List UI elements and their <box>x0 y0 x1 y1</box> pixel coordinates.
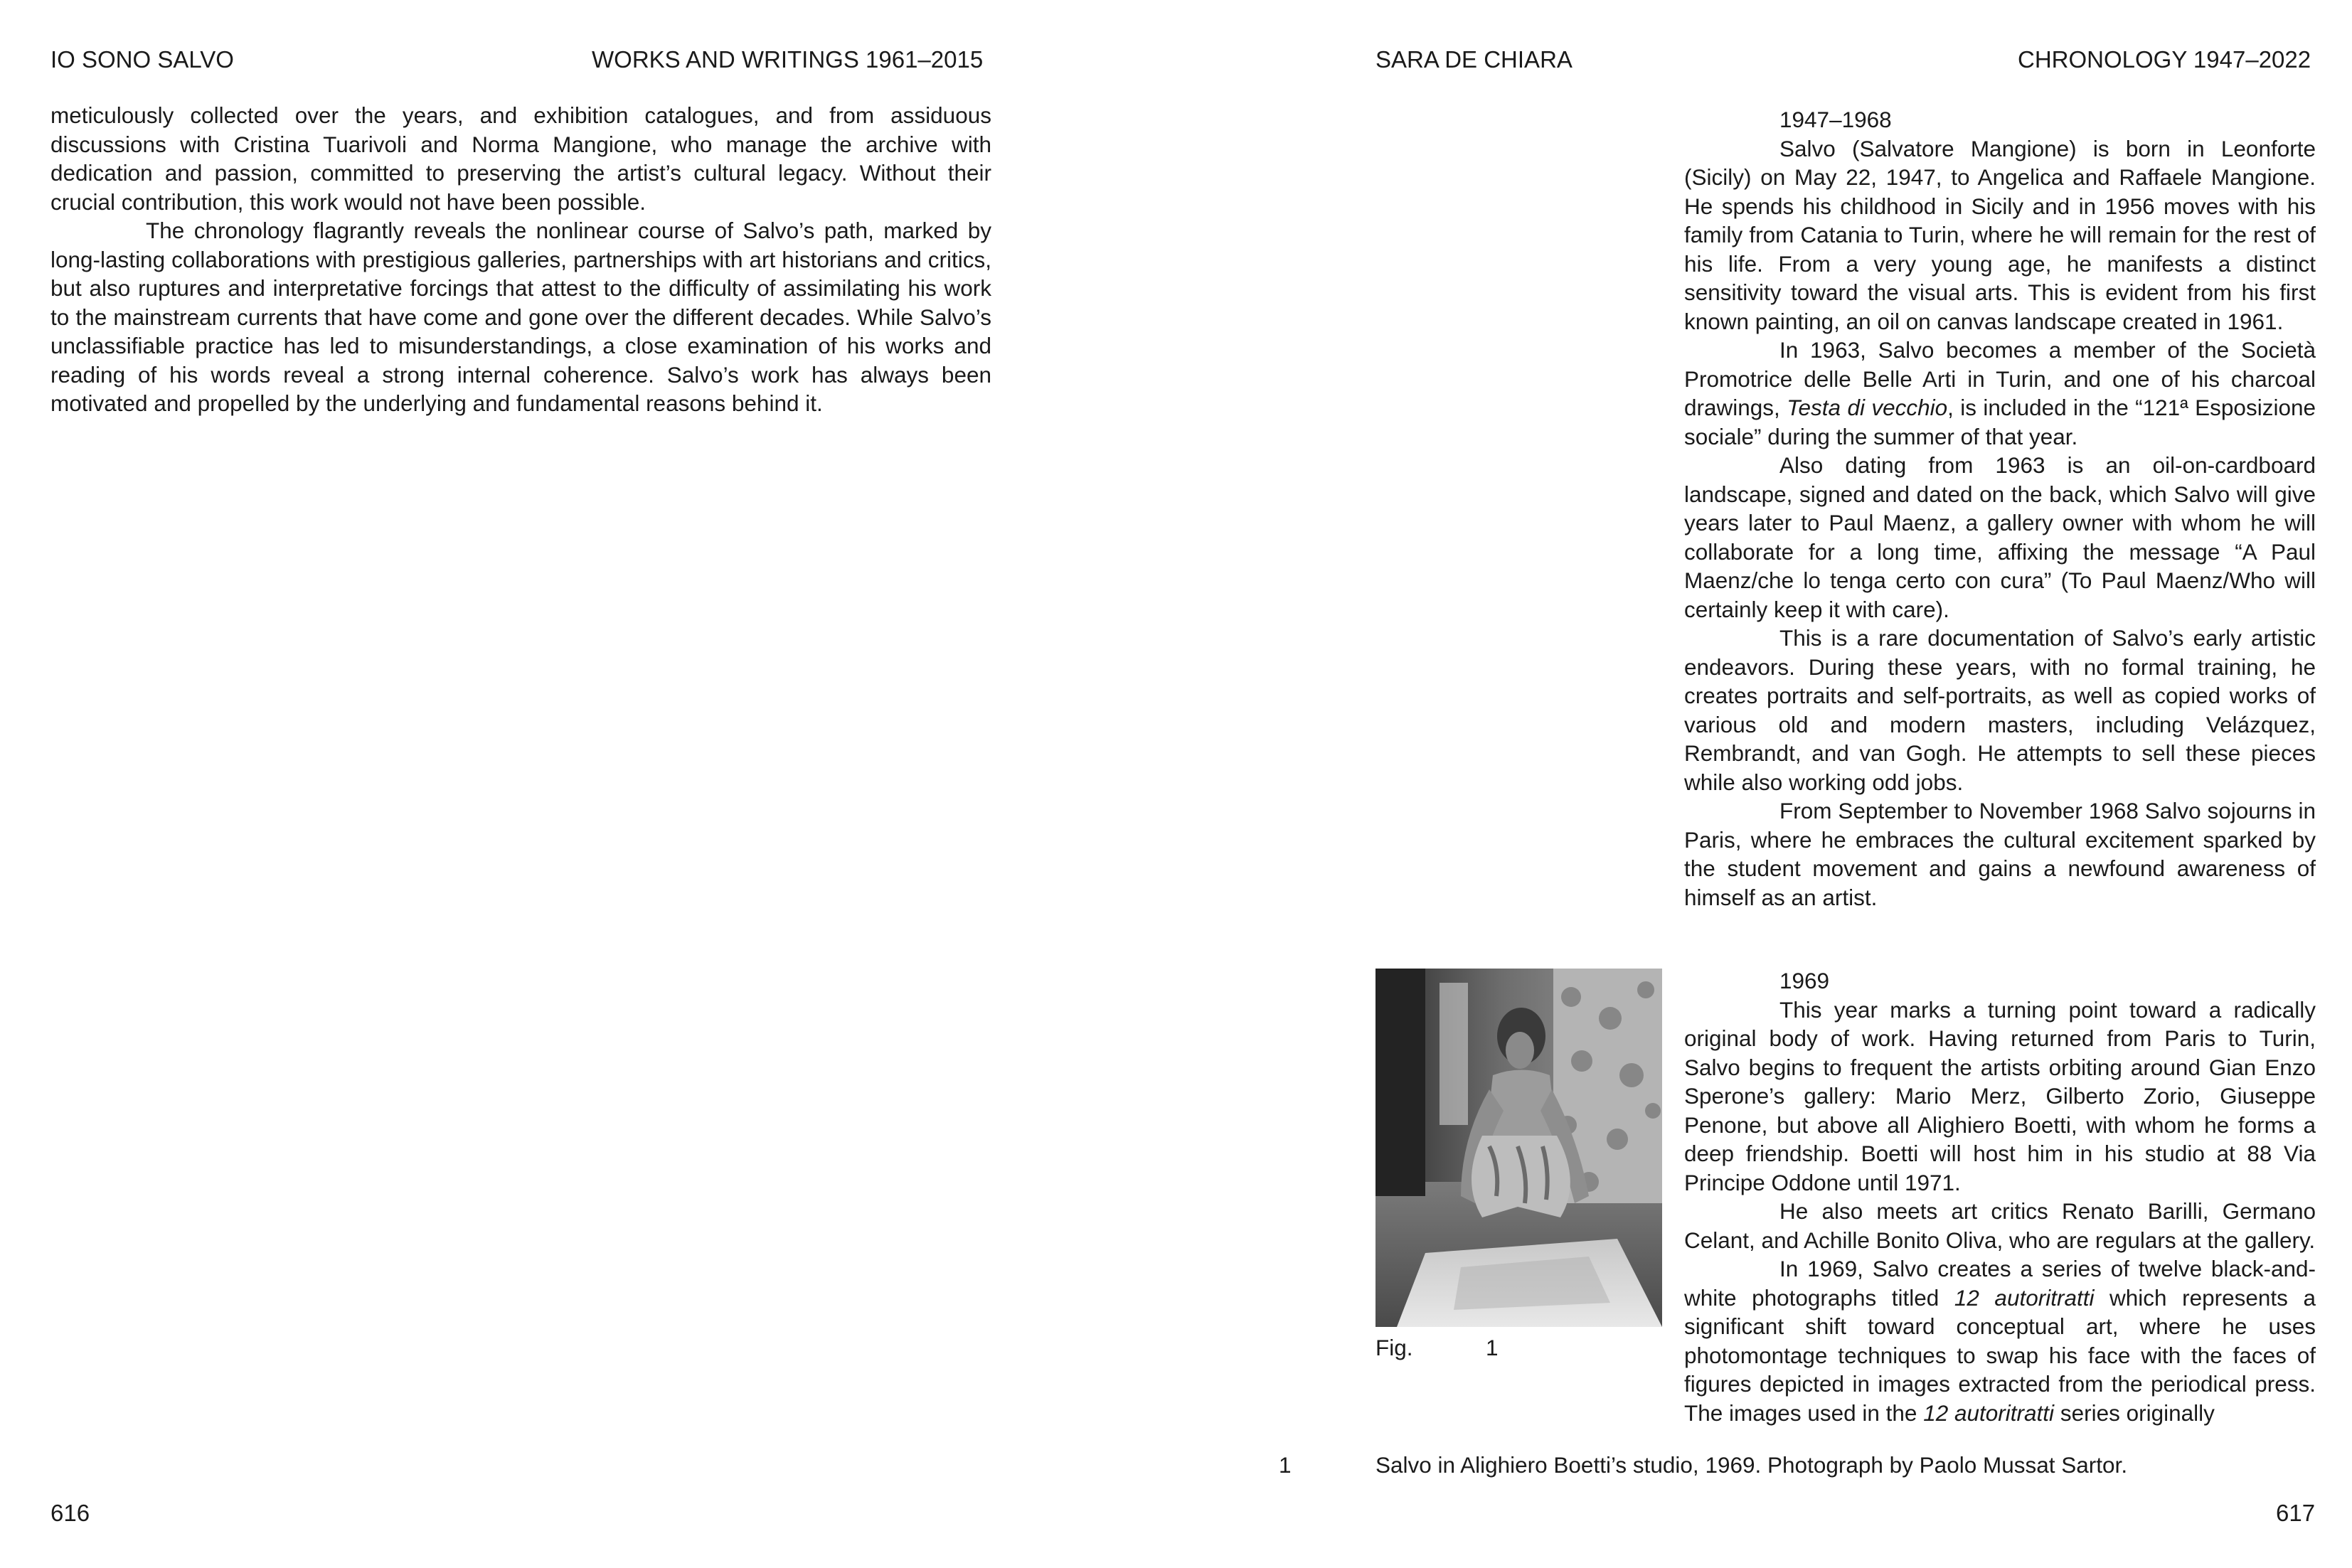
chronology-section-1969 <box>1684 966 2316 1427</box>
right-running-header-section: CHRONOLOGY 1947–2022 <box>2018 46 2311 73</box>
text-run: which represents a significant shift toward conceptual art, where he uses photomontage techniques to swap his face with the faces of figures depicted in images extracted from the periodical press. The images used in the <box>1684 1284 2316 1426</box>
right-running-header-author: SARA DE CHIARA <box>1375 46 1573 73</box>
figure-number: 1 <box>1486 1335 1499 1360</box>
chronology-paragraph: This is a rare documentation of Salvo’s early artistic endeavors. During these years, with no formal training, he creates portraits and self-portraits, as well as copied works of various old and modern masters, including Velázquez, Rembrandt, and van Gogh. He attempts to sell these pieces while also working odd jobs. <box>1684 625 2316 795</box>
chronology-paragraph: He also meets art critics Renato Barilli, Germano Celant, and Achille Bonito Oliva, who are regulars at the gallery. <box>1684 1198 2316 1253</box>
left-page-number: 616 <box>50 1500 90 1526</box>
artwork-title: 12 autoritratti <box>1954 1284 2095 1311</box>
chronology-paragraph: From September to November 1968 Salvo sojourns in Paris, where he embraces the cultural excitement sparked by the student movement and gains a newfound awareness of himself as an artist. <box>1684 798 2316 910</box>
figure-label: Fig. <box>1375 1335 1413 1360</box>
text-run: series originally <box>2054 1399 2215 1426</box>
year-heading: 1947–1968 <box>1779 107 1892 132</box>
artwork-title: Testa di vecchio <box>1787 395 1948 420</box>
artwork-title: 12 autoritratti <box>1923 1399 2055 1426</box>
photo-salvo-in-studio <box>1375 969 1662 1327</box>
chronology-section-1947-1968 <box>1684 105 2316 912</box>
figure-caption: Salvo in Alighiero Boetti’s studio, 1969. Photograph by Paolo Mussat Sartor. <box>1375 1452 2128 1478</box>
left-paragraph-1: meticulously collected over the years, and exhibition catalogues, and from assiduous discussions with Cristina Tuarivoli and Norma Mangione, who manage the archive with dedication and passion, committed to preserving the artist’s cultural legacy. Without their crucial contribution, this work would not have been possible. <box>50 102 991 215</box>
chronology-paragraph: Salvo (Salvatore Mangione) is born in Leonforte (Sicily) on May 22, 1947, to Angelica and Raffaele Mangione. He spends his childhood in Sicily and in 1956 moves with his family from Catania to Turin, where he will remain for the rest of his life. From a very young age, he manifests a distinct sensitivity toward the visual arts. This is evident from his first known painting, an oil on canvas landscape created in 1961. <box>1684 135 2316 334</box>
year-heading: 1969 <box>1779 968 1830 993</box>
chronology-paragraph <box>1684 1254 2316 1427</box>
figure-photograph <box>1375 969 1662 1327</box>
caption-number: 1 <box>1279 1452 1292 1478</box>
chronology-paragraph <box>1684 336 2316 451</box>
text-run: In 1969, Salvo creates a series of twelve black-and-white photographs titled <box>1684 1256 2316 1311</box>
chronology-paragraph: Also dating from 1963 is an oil-on-cardboard landscape, signed and dated on the back, which Salvo will give years later to Paul Maenz, a gallery owner with whom he will collaborate for a long time, affixing the message “A Paul Maenz/che lo tenga certo con cura” (To Paul Maenz/Who will certainly keep it with care). <box>1684 452 2316 622</box>
left-running-header-section: WORKS AND WRITINGS 1961–2015 <box>592 46 984 73</box>
left-running-header-title: IO SONO SALVO <box>50 46 234 73</box>
right-page-number: 617 <box>2276 1500 2316 1526</box>
text-run: In 1963, Salvo becomes a member of the Società Promotrice delle Belle Arti in Turin, and one of his charcoal drawings, <box>1684 337 2316 420</box>
left-body-text <box>50 101 991 418</box>
left-paragraph-2: The chronology flagrantly reveals the nonlinear course of Salvo’s path, marked by long-lasting collaborations with prestigious galleries, partnerships with art historians and critics, but also ruptures and interpretative forcings that attest to the difficulty of assimilating his work to the mainstream currents that have come and gone over the different decades. While Salvo’s unclassifiable practice has led to misunderstandings, a close examination of his works and reading of his words reveal a strong internal coherence. Salvo’s work has always been motivated and propelled by the underlying and fundamental reasons behind it. <box>50 218 991 416</box>
chronology-paragraph: This year marks a turning point toward a radically original body of work. Having returned from Paris to Turin, Salvo begins to frequent the artists orbiting around Gian Enzo Sperone’s gallery: Mario Merz, Gilberto Zorio, Giuseppe Penone, but above all Alighiero Boetti, with whom he forms a deep friendship. Boetti will host him in his studio at 88 Via Principe Oddone until 1971. <box>1684 996 2316 1195</box>
text-run: , is included in the “121ª Esposizione sociale” during the summer of that year. <box>1684 395 2316 449</box>
